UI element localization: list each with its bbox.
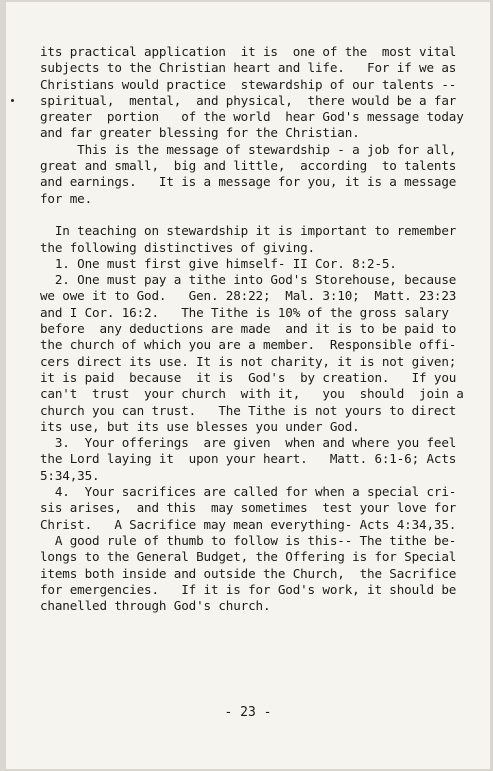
text-line: spiritual, mental, and physical, there would be a far bbox=[40, 92, 457, 108]
text-line: A good rule of thumb to follow is this-- The tithe be- bbox=[40, 532, 457, 548]
text-line: chanelled through God's church. bbox=[40, 598, 271, 614]
text-line: greater portion of the world hear God's message today bbox=[40, 109, 464, 125]
page-number: - 23 - bbox=[224, 705, 272, 720]
text-line: before any deductions are made and it is to be paid to bbox=[40, 321, 457, 337]
text-line: and earnings. It is a message for you, it is a message bbox=[40, 174, 457, 190]
text-line: the Lord laying it upon your heart. Matt. 6:1-6; Acts bbox=[40, 451, 457, 467]
text-line: we owe it to God. Gen. 28:22; Mal. 3:10; Matt. 23:23 bbox=[40, 288, 457, 304]
text-line: Christ. A Sacrifice may mean everything- Acts 4:34,35. bbox=[40, 516, 457, 532]
text-line: In teaching on stewardship it is important to remember bbox=[40, 223, 457, 239]
text-line: its use, but its use blesses you under God. bbox=[40, 418, 360, 434]
text-line: for me. bbox=[40, 190, 93, 206]
text-line: sis arises, and this may sometimes test your love for bbox=[40, 500, 457, 516]
text-line: great and small, big and little, according to talents bbox=[40, 158, 457, 174]
text-line: church you can trust. The Tithe is not yours to direct bbox=[40, 402, 457, 418]
text-line: its practical application it is one of the most vital bbox=[40, 44, 457, 59]
margin-mark bbox=[11, 99, 14, 102]
text-line: can't trust your church with it, you should join a bbox=[40, 386, 464, 402]
paragraph-gap bbox=[40, 207, 480, 223]
text-line: and far greater blessing for the Christian. bbox=[40, 125, 360, 141]
text-line: 3. Your offerings are given when and where you feel bbox=[40, 435, 457, 451]
text-line: the church of which you are a member. Responsible offi- bbox=[40, 337, 457, 353]
text-line: the following distinctives of giving. bbox=[40, 239, 315, 255]
text-line: for emergencies. If it is for God's work, it should be bbox=[40, 581, 457, 597]
text-line: cers direct its use. It is not charity, it is not given; bbox=[40, 353, 457, 369]
text-line: items both inside and outside the Church, the Sacrifice bbox=[40, 565, 457, 581]
text-line: it is paid because it is God's by creation. If you bbox=[40, 369, 457, 385]
text-line: subjects to the Christian heart and life. For if we as bbox=[40, 60, 457, 76]
text-line: and I Cor. 16:2. The Tithe is 10% of the gross salary bbox=[40, 304, 449, 320]
text-line: 4. Your sacrifices are called for when a special cri- bbox=[40, 484, 457, 500]
body-text bbox=[40, 44, 480, 614]
text-line: 2. One must pay a tithe into God's Storehouse, because bbox=[40, 272, 457, 288]
text-line: Christians would practice stewardship of our talents -- bbox=[40, 76, 457, 92]
text-line: longs to the General Budget, the Offering is for Special bbox=[40, 549, 457, 565]
text-line: 1. One must first give himself- II Cor. 8:2-5. bbox=[40, 255, 397, 271]
document-page bbox=[6, 2, 490, 769]
text-line: 5:34,35. bbox=[40, 467, 100, 483]
text-line: This is the message of stewardship - a job for all, bbox=[40, 141, 457, 157]
